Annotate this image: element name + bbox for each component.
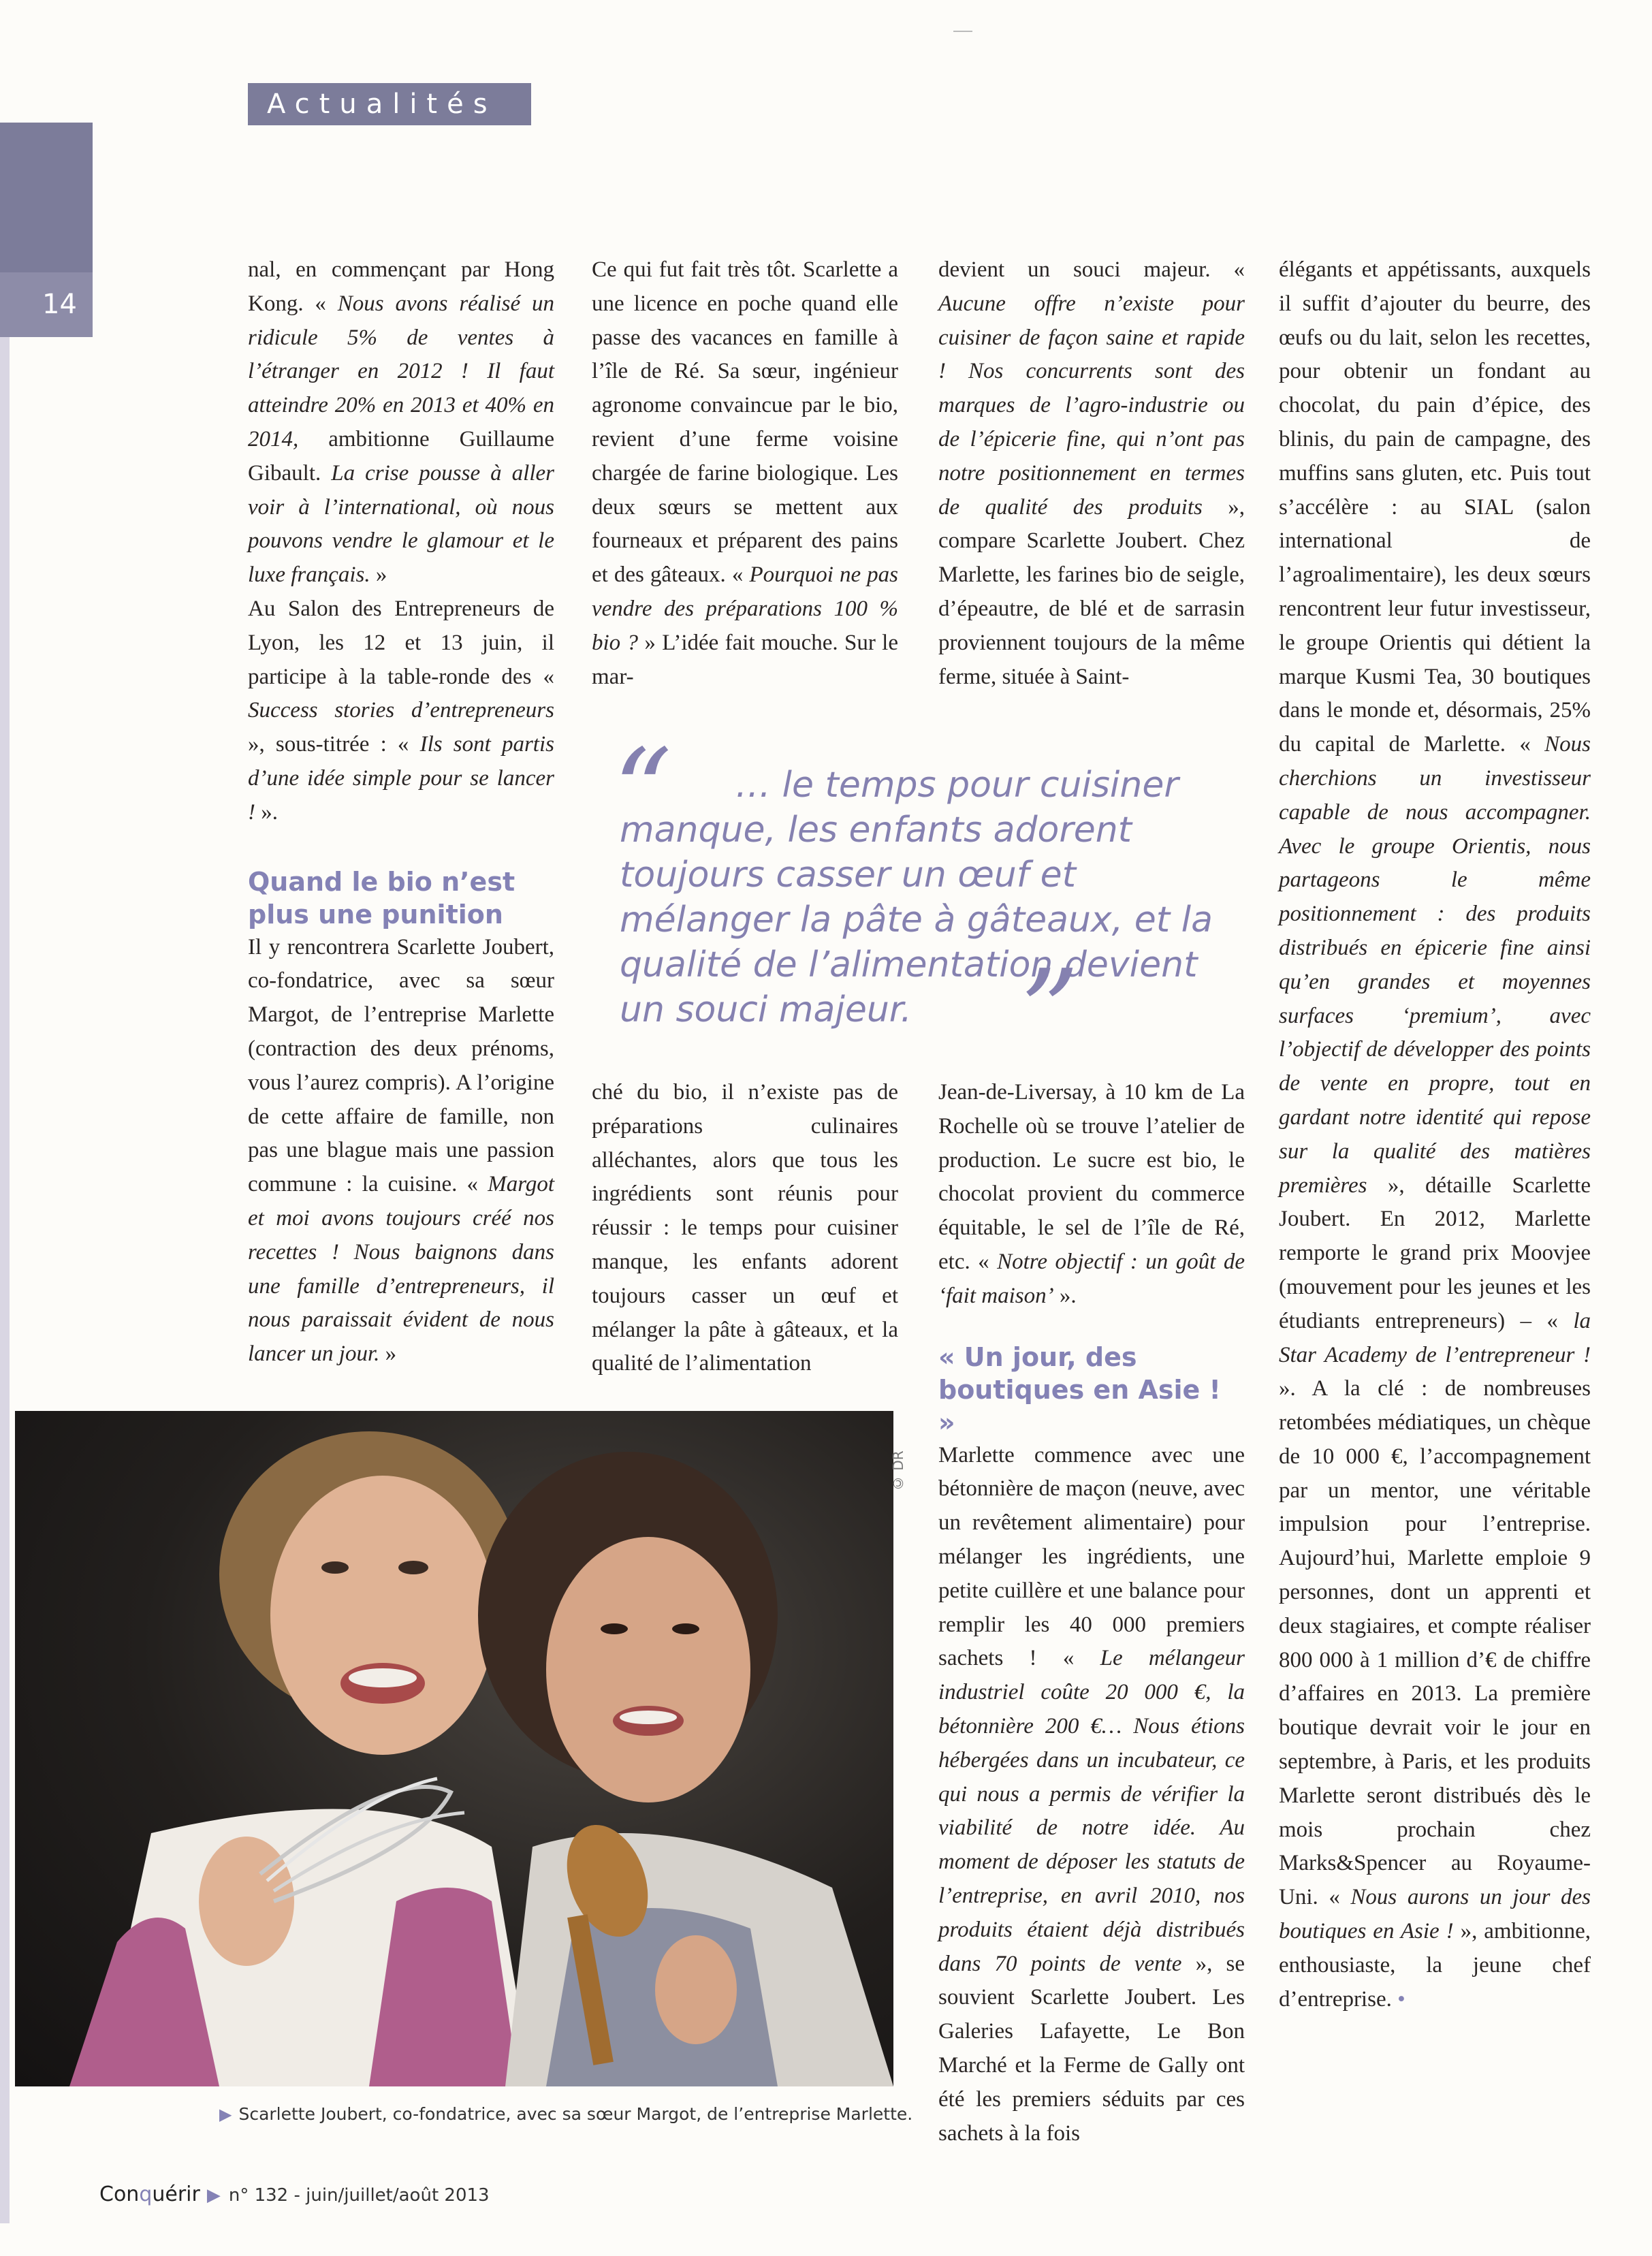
col3-paragraph-2: Jean-de-Liversay, à 10 km de La Rochelle où se trouve l’atelier de production. Le sucre est bio, le chocolat provient du commerce équitable, le sel de l’île de Ré, etc. « Notre objectif : un goût de ‘fait maison’ ». bbox=[938, 1080, 1245, 1308]
column-2-top bbox=[592, 253, 898, 694]
top-tick-mark bbox=[953, 31, 972, 32]
subhead-bio: Quand le bio n’est plus une punition bbox=[248, 866, 515, 930]
section-label: Actualités bbox=[248, 83, 531, 125]
footer-arrow-icon: ▶ bbox=[206, 2185, 221, 2206]
col3-paragraph-3: Marlette commence avec une bétonnière de maçon (neuve, avec un revêtement alimentaire) pour mélanger les ingrédients, une petite cuillère et une balance pour remplir les 40 000 premiers sachets ! « Le mélangeur industriel coûte 20 000 €, la bétonnière 200 €… Nous étions hébergées dans un incubateur, ce qui nous a permis de vérifier la viabilité de notre idée. Au moment de déposer les statuts de l’entreprise, en avril 2010, nos produits étaient déjà distribués dans 70 points de vente », se souvient Scarlette Joubert. Les Galeries Lafayette, Le Bon Marché et la Ferme de Gally ont été les premiers séduits par ces sachets à la fois bbox=[938, 1442, 1245, 2146]
column-3-top bbox=[938, 253, 1245, 694]
col2-paragraph-1: Ce qui fut fait très tôt. Scarlette a une licence en poche quand elle passe des vacances en famille à l’île de Ré. Sa sœur, ingénieur agronome convaincue par le bio, revient d’une ferme voisine chargée de farine biologique. Les deux sœurs se mettent aux fourneaux et préparent des pains et des gâteaux. « Pourquoi ne pas vendre des préparations 100 % bio ? » L’idée fait mouche. Sur le mar- bbox=[592, 257, 899, 689]
column-4 bbox=[1279, 253, 1591, 2016]
end-mark: • bbox=[1391, 1986, 1405, 2012]
column-3-bottom bbox=[938, 1076, 1245, 2150]
page-number: 14 bbox=[0, 272, 93, 337]
side-margin-stripe bbox=[0, 337, 10, 2223]
photo-illustration bbox=[15, 1411, 893, 2086]
magazine-logo: Conquérir bbox=[99, 2182, 200, 2206]
col4-paragraph-1: élégants et appétissants, auxquels il suffit d’ajouter du beurre, des œufs ou du lait, selon les recettes, pour obtenir un fondant au chocolat, du pain d’épice, des blinis, du pain de campagne, des muffins sans gluten, etc. Puis tout s’accélère : au SIAL (salon international de l’agroalimentaire), les deux sœurs rencontrent leur futur investisseur, le groupe Orientis qui détient la marque Kusmi Tea, 30 boutiques dans le monde et, désormais, 25% du capital de Marlette. « Nous cherchions un investisseur capable de nous accompagner. Avec le groupe Orientis, nous partageons le même positionnement : des produits distribués en épicerie fine ainsi qu’en grandes et moyennes surfaces ‘premium’, avec l’objectif de développer des points de vente en propre, tout en gardant notre identité qui repose sur la qualité des matières premières », détaille Scarlette Joubert. En 2012, Marlette remporte le grand prix Moovjee (mouvement pour les jeunes et les étudiants entrepreneurs) – « la Star Academy de l’entrepreneur ! ». A la clé : de nombreuses retombées médiatiques, un chèque de 10 000 €, l’accompagnement par un mentor, une véritable impulsion pour l’entreprise. Aujourd’hui, Marlette emploie 9 personnes, dont un apprenti et deux stagiaires, et compte réaliser 800 000 à 1 million d’€ de chiffre d’affaires en 2013. La première boutique devrait voir le jour en septembre, à Paris, et les produits Marlette seront distribués dès le mois prochain chez Marks&Spencer au Royaume-Uni. « Nous aurons un jour des boutiques en Asie ! », ambitionne, enthousiaste, la jeune chef d’entreprise. • bbox=[1279, 257, 1591, 2012]
photo-caption bbox=[219, 2104, 912, 2124]
subhead-asie: « Un jour, des boutiques en Asie ! » bbox=[938, 1341, 1221, 1437]
photo-credit: © DR bbox=[890, 1450, 906, 1491]
col1-paragraph-3: Il y rencontrera Scarlette Joubert, co-fondatrice, avec sa sœur Margot, de l’entreprise Marlette (contraction des deux prénoms, vous l’aurez compris). A l’origine de cette affaire de famille, non pas une blague mais une passion commune : la cuisine. « Margot et moi avons toujours créé nos recettes ! Nous baignons dans une famille d’entrepreneurs, il nous paraissait évident de nous lancer un jour. » bbox=[248, 934, 554, 1367]
open-quote-icon: “ bbox=[613, 725, 672, 859]
caption-arrow-icon: ▶ bbox=[219, 2105, 232, 2124]
col1-paragraph-2: Au Salon des Entrepreneurs de Lyon, les 12 et 13 juin, il participe à la table-ronde des « Success stories d’entrepreneurs », sous-titrée : « Ils sont partis d’une idée simple pour se lancer ! ». bbox=[248, 596, 554, 825]
col3-paragraph-1: devient un souci majeur. « Aucune offre n’existe pour cuisiner de façon saine et rapide ! Nos concurrents sont des marques de l’agro-industrie ou de l’épicerie fine, qui n’ont pas notre positionnement en termes de qualité des produits », compare Scarlette Joubert. Chez Marlette, les farines bio de seigle, d’épeautre, de blé et de sarrasin proviennent toujours de la même ferme, située à Saint- bbox=[938, 257, 1245, 689]
footer bbox=[99, 2182, 490, 2206]
close-quote-icon: ” bbox=[1020, 945, 1079, 1080]
pull-quote-text: … le temps pour cuisiner manque, les enfants adorent toujours casser un œuf et mélanger la pâte à gâteaux, et la qualité de l’alimentation devient un souci majeur. bbox=[620, 765, 1213, 1030]
column-2-bottom bbox=[592, 1076, 898, 1381]
column-1 bbox=[248, 253, 554, 1371]
caption-text: Scarlette Joubert, co-fondatrice, avec sa sœur Margot, de l’entreprise Marlette. bbox=[238, 2104, 913, 2124]
pull-quote bbox=[620, 763, 1239, 1062]
issue-info: n° 132 - juin/juillet/août 2013 bbox=[228, 2185, 490, 2206]
side-tab-bar bbox=[0, 123, 93, 272]
photo-sisters bbox=[15, 1411, 893, 2086]
col1-paragraph-1: nal, en commençant par Hong Kong. « Nous avons réalisé un ridicule 5% de ventes à l’étranger en 2012 ! Il faut atteindre 20% en 2013 et 40% en 2014, ambitionne Guillaume Gibault. La crise pousse à aller voir à l’international, où nous pouvons vendre le glamour et le luxe français. » bbox=[248, 257, 554, 588]
col2-paragraph-2: ché du bio, il n’existe pas de préparations culinaires alléchantes, alors que tous les ingrédients sont réunis pour réussir : le temps pour cuisiner manque, les enfants adorent toujours casser un œuf et mélanger la pâte à gâteaux, et la qualité de l’alimentation bbox=[592, 1080, 898, 1376]
